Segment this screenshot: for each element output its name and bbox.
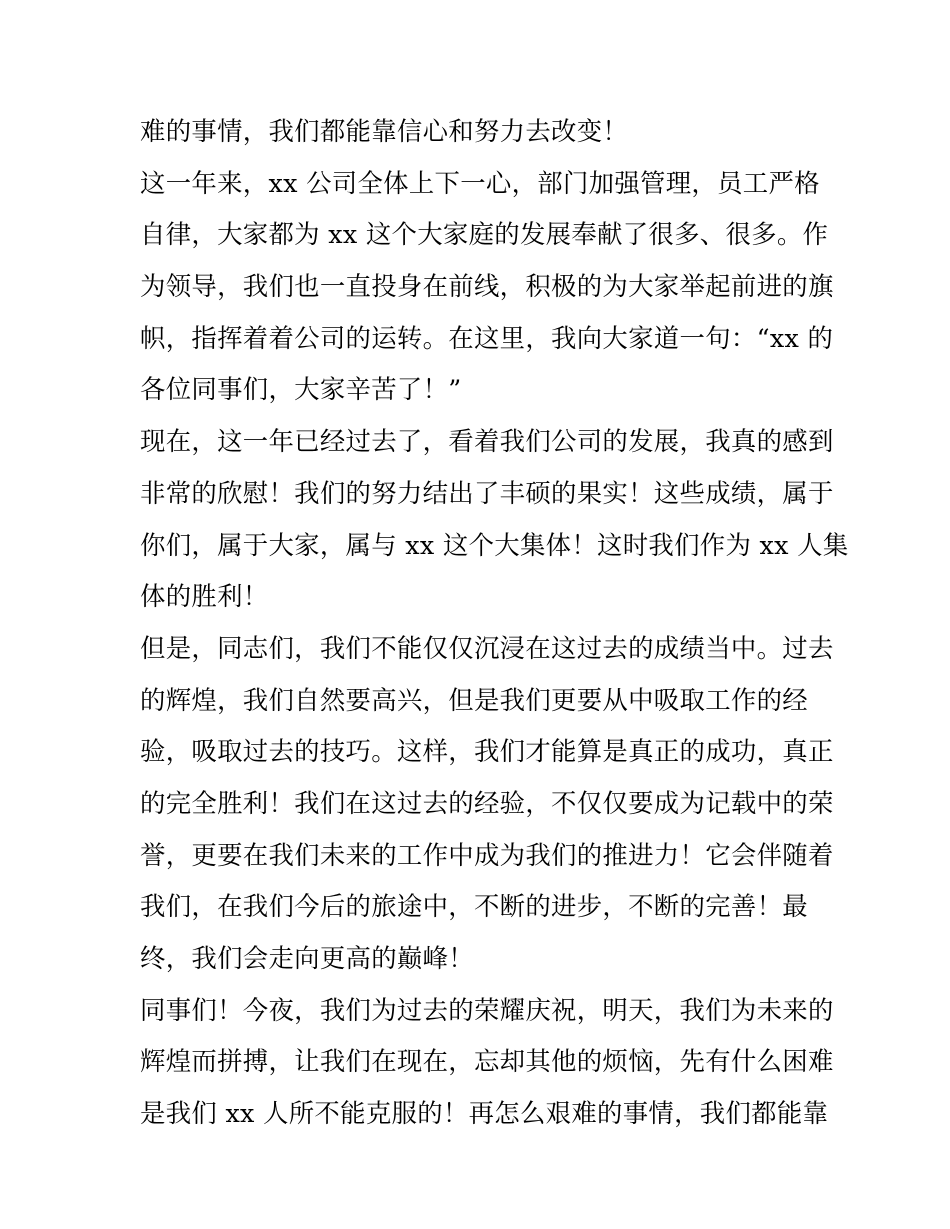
document-body [140,106,849,1140]
text-line: 同事们！今夜，我们为过去的荣耀庆祝，明天，我们为未来的 [140,994,834,1025]
text-line: 的完全胜利！我们在这过去的经验，不仅仅要成为记载中的荣 [140,787,834,818]
text-line: 我们，在我们今后的旅途中，不断的进步，不断的完善！最 [140,891,808,922]
text-line: 自律，大家都为 xx 这个大家庭的发展奉献了很多、很多。作 [140,219,829,250]
text-line: 难的事情，我们都能靠信心和努力去改变！ [140,116,629,146]
text-line: 但是，同志们，我们不能仅仅沉浸在这过去的成绩当中。过去 [140,632,834,663]
text-line: 帜，指挥着着公司的运转。在这里，我向大家道一句：“xx 的 [140,322,834,353]
text-line: 为领导，我们也一直投身在前线，积极的为大家举起前进的旗 [140,271,834,302]
text-line: 的辉煌，我们自然要高兴，但是我们更要从中吸取工作的经 [140,684,808,715]
text-line: 是我们 xx 人所不能克服的！再怎么艰难的事情，我们都能靠 [140,1098,829,1129]
text-line: 体的胜利！ [140,581,269,612]
text-line: 验，吸取过去的技巧。这样，我们才能算是真正的成功，真正 [140,736,834,767]
text-line: 非常的欣慰！我们的努力结出了丰硕的果实！这些成绩，属于 [140,477,834,508]
text-line: 现在，这一年已经过去了，看着我们公司的发展，我真的感到 [140,426,834,457]
text-line: 终，我们会走向更高的巅峰！ [140,943,474,973]
text-line: 各位同事们，大家辛苦了！” [140,374,462,405]
text-line: 辉煌而拼搏，让我们在现在，忘却其他的烦恼，先有什么困难 [140,1046,834,1077]
text-line: 誉，更要在我们未来的工作中成为我们的推进力！它会伴随着 [140,839,834,870]
text-line: 这一年来，xx 公司全体上下一心，部门加强管理，员工严格 [140,167,820,198]
text-line: 你们，属于大家，属与 xx 这个大集体！这时我们作为 xx 人集 [140,529,849,560]
